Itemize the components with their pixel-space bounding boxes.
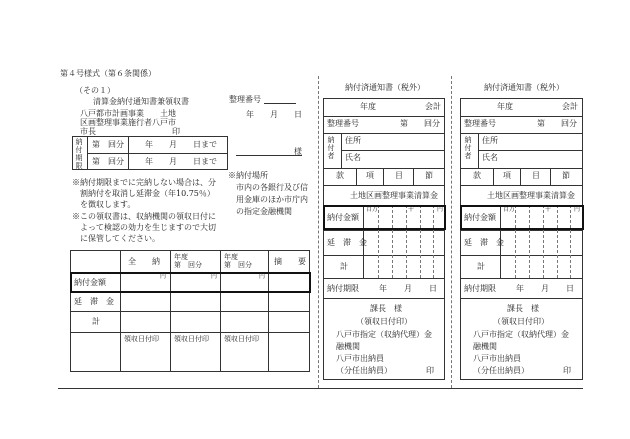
header-zenno: 全 納 [128,257,160,266]
receipt1-digit-thousand: 千 [408,206,415,213]
receipt1-payer-label: 納付者 [327,136,335,160]
date-year: 年 [246,110,254,119]
stamp-label-1: 領収日付印 [124,335,159,343]
receipt1-digit-million: 百万 [366,206,379,213]
receipt2-digit-thousand: 千 [545,206,552,213]
receipt2-kacho: 課長 様 [507,304,539,313]
receipt1-bank-3: 八戸市出納員 [336,354,384,363]
receipt2-setsu: 節 [562,171,570,180]
deadline-row1-kai: 第 回分 [92,140,124,149]
receipt2-payer-label: 納付者 [464,136,472,160]
header-year1: 年度 第 回分 [174,253,202,270]
receipt1-kaikei: 会計 [425,102,441,111]
receipt1-entai: 延 滞 金 [327,238,367,247]
issuer-line-3: 市長 [80,127,96,136]
receipt1-deadline: 納付期限 [327,284,359,293]
ref-number-label: 整理番号 [229,95,261,104]
deadline-row2-date: 年 月 日まで [145,157,217,166]
receipt2-moku: 目 [532,171,540,180]
receipt1-kan: 款 [336,171,344,180]
receipt1-deadline-year: 年 [379,284,387,293]
row-entai-label: 延 滞 金 [74,297,114,306]
yen-mark-1: 円 [160,273,167,280]
receipt2-bank-4: （分任出納員） [473,366,529,375]
deadline-row2-kai: 第 回分 [92,157,124,166]
receipt2-bank-3: 八戸市出納員 [473,354,521,363]
receipt1-jusho: 住所 [345,136,361,145]
issuer-line-1: 八戸都市計画事業 土地 [80,109,176,118]
receipt2-seal: 印 [563,366,571,375]
receipt2-deadline-month: 月 [541,284,549,293]
receipt1-amount-label: 納付金額 [327,213,359,222]
receipt1-deadline-day: 日 [429,284,437,293]
deadline-row1-date: 年 月 日まで [145,140,217,149]
note1-line2: 割納付を取消し延滞金（年10.75％） [80,189,215,198]
note2-line3: に保管してください。 [80,234,160,243]
receipt2-title: 納付済通知書（税外） [484,83,564,92]
receipt2-deadline-day: 日 [566,284,574,293]
receipt2-kei: 計 [477,262,485,271]
receipt1-title: 納付済通知書（税外） [345,83,425,92]
receipt1-setsu: 節 [425,171,433,180]
receipt1-digit-yen: 円 [437,206,444,213]
receipt2-shimei: 氏名 [482,153,498,162]
header-year2: 年度 第 回分 [224,253,252,270]
amount-row-highlight [70,272,311,293]
deadline-label: 納付期限 [75,138,83,170]
receipt2-bank-2: 融機関 [473,342,497,351]
receipt1-deadline-month: 月 [404,284,412,293]
row-amount-label: 納付金額 [74,278,106,287]
payment-place-title: ※納付場所 [228,171,268,180]
receipt1-kei: 計 [340,262,348,271]
receipt2-deadline: 納付期限 [464,284,496,293]
note2-line2: よって検認の効力を生じますので大切 [80,223,216,232]
receipt2-digit-yen: 円 [574,206,581,213]
form-number: 第４号様式（第６条関係） [60,69,156,78]
receipt1-seal: 印 [426,366,434,375]
note1-line1: ※納付期限までに完納しない場合は、分 [72,178,216,187]
payment-place-line3: の指定金融機関 [236,207,292,216]
receipt1-kacho: 課長 様 [370,304,402,313]
receipt1-shimei: 氏名 [345,153,361,162]
receipt2-bank-1: 八戸市指定（収納代理）金 [473,330,569,339]
receipt2-daikai: 第 回分 [537,119,577,128]
receipt2-nendo: 年度 [497,102,513,111]
receipt1-seiri: 整理番号 [327,119,359,128]
receipt1-moku: 目 [395,171,403,180]
receipt2-deadline-year: 年 [516,284,524,293]
receipt2-digit-million: 百万 [503,206,516,213]
date-month: 月 [270,110,278,119]
yen-mark-3: 円 [259,273,266,280]
receipt1-nendo: 年度 [360,102,376,111]
receipt1-ko: 項 [366,171,374,180]
receipt2-jusho: 住所 [482,136,498,145]
stamp-label-2: 領収日付印 [174,335,209,343]
receipt2-kan: 款 [473,171,481,180]
receipt1-bank-2: 融機関 [336,342,360,351]
date-day: 日 [294,110,302,119]
header-tekiyo: 摘 要 [274,257,306,266]
note1-line3: を徴収します。 [80,200,136,209]
part-label: （その１） [75,86,115,95]
receipt2-stamp: （領収日付印） [493,317,549,326]
payment-place-line1: 市内の各銀行及び信 [236,183,308,192]
receipt2-ko: 項 [503,171,511,180]
receipt1-stamp: （領収日付印） [356,317,412,326]
receipt1-daikai: 第 回分 [400,119,440,128]
yen-mark-2: 円 [211,273,218,280]
stamp-label-3: 領収日付印 [224,335,259,343]
note2-line1: ※この領収書は、収納機関の領収日付に [72,212,216,221]
document-title: 清算金納付通知書兼領収書 [93,97,189,106]
receipt2-seiri: 整理番号 [464,119,496,128]
issuer-line-2: 区画整理事業施行者八戸市 [80,118,176,127]
payment-place-line2: 用金庫のほか市庁内 [236,195,308,204]
row-total-label: 計 [92,317,100,326]
receipt2-kaikei: 会計 [562,102,578,111]
bottom-rule [58,388,583,389]
receipt2-dept: 土地区画整理事業清算金 [487,191,575,200]
receipt1-dept: 土地区画整理事業清算金 [350,191,438,200]
receipt2-amount-label: 納付金額 [464,213,496,222]
receipt2-entai: 延 滞 金 [464,238,504,247]
seal-mark: 印 [172,127,180,136]
receipt1-bank-4: （分任出納員） [336,366,392,375]
receipt1-bank-1: 八戸市指定（収納代理）金 [336,330,432,339]
sama-label: 様 [294,147,302,156]
